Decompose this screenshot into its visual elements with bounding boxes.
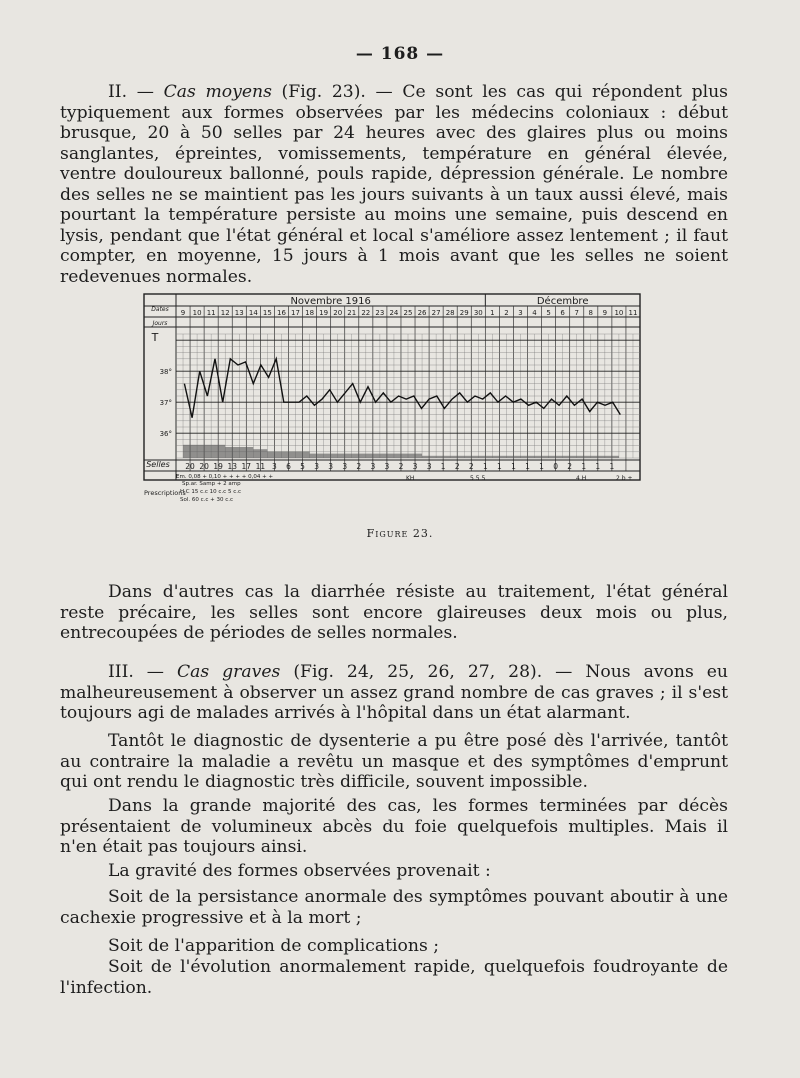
- day-label: 19: [319, 309, 329, 317]
- paragraph-cas-graves: [60, 662, 728, 724]
- stool-volume-bar: [450, 456, 464, 458]
- stool-volume-bar: [464, 456, 478, 458]
- row-label-dates: Dates: [151, 306, 169, 313]
- figure-caption: Figure 23.: [366, 527, 434, 540]
- day-label: 12: [220, 309, 230, 317]
- paragraph-complications: Soit de l'apparition de complications ;: [108, 936, 440, 956]
- stool-volume-bar: [380, 454, 394, 458]
- day-label: 20: [333, 309, 343, 317]
- stool-volume-bar: [239, 447, 253, 458]
- row-label-prescriptions: Prescriptions: [144, 489, 186, 497]
- row-label-selles: Selles: [146, 460, 170, 469]
- stool-volume-bar: [394, 454, 408, 458]
- stool-count: 3: [272, 462, 277, 471]
- day-label: 14: [248, 309, 258, 317]
- day-label: 16: [276, 309, 286, 317]
- day-label: 18: [305, 309, 315, 317]
- paragraph-majorite: Dans la grande majorité des cas, les formes terminées par décès présentaient de volumineux abcès du foie quelquefois multiples. Mais il n'en était pas toujours ainsi.: [60, 796, 728, 857]
- section-title: Cas graves: [176, 662, 281, 682]
- day-label: 24: [389, 309, 399, 317]
- day-label: 13: [234, 309, 244, 317]
- day-label: 1: [490, 309, 495, 317]
- stool-count: 2: [356, 462, 362, 471]
- stool-volume-bar: [436, 456, 450, 458]
- stool-count: 2: [468, 462, 474, 471]
- stool-count: 3: [426, 462, 432, 471]
- day-label: 17: [291, 309, 300, 317]
- stool-count: 1: [497, 462, 502, 471]
- stool-count: 5: [300, 462, 305, 471]
- stool-count: 1: [595, 462, 601, 471]
- prescription-kh: KH: [406, 475, 415, 482]
- day-label: 8: [588, 309, 594, 317]
- day-label: 5: [546, 309, 551, 317]
- stool-count: 20: [199, 462, 209, 471]
- month-label-november: Novembre 1916: [290, 296, 371, 307]
- chart-svg: [140, 290, 650, 520]
- stool-volume-bar: [549, 456, 563, 458]
- stool-count: 1: [609, 462, 615, 471]
- day-label: 22: [361, 309, 371, 317]
- stool-count: 3: [370, 462, 376, 471]
- day-label: 7: [574, 309, 579, 317]
- section-number: III. —: [108, 662, 177, 682]
- day-label: 29: [459, 309, 469, 317]
- stool-count: 3: [384, 462, 390, 471]
- stool-volume-bar: [563, 456, 577, 458]
- section-title: Cas moyens: [163, 82, 272, 102]
- prescription-line-3: H.C 15 c.c 10 c.c 5 c.c: [180, 489, 242, 495]
- stool-volume-bar: [211, 445, 225, 458]
- paragraph-text: (Fig. 23). — Ce sont les cas qui répondent plus typiquement aux formes observées par les médecins coloniaux : début brusque, 20 à 50 selles par 24 heures avec des glaires plus ou moins sanglantes, épreintes, vomissements, température en général élevée, ventre douloureux ballonné, pouls rapide, dépression générale. Le nombre des selles ne se maintient pas les jours suivants à un taux aussi élevé, mais pourtant la température persiste au moins une semaine, puis descend en lysis, pendant que l'état général et local s'améliore assez lentement ; il faut compter, en moyenne, 15 jours à 1 mois avant que les selles ne soient redevenues normales.: [60, 82, 728, 287]
- day-label: 9: [180, 309, 186, 317]
- prescription-counts: 5 5 5: [470, 475, 486, 482]
- temperature-chart: [140, 290, 650, 520]
- day-label: 27: [431, 309, 441, 317]
- stool-volume-bar: [520, 456, 534, 458]
- y-tick-label: 36°: [159, 430, 172, 439]
- stool-count: 2: [567, 462, 573, 471]
- stool-count: 2: [454, 462, 460, 471]
- stool-volume-bar: [281, 451, 295, 458]
- stool-volume-bar: [197, 445, 211, 458]
- stool-count: 3: [412, 462, 418, 471]
- row-label-jours: Jours: [152, 320, 168, 327]
- stool-volume-bar: [338, 454, 352, 458]
- day-label: 26: [417, 309, 427, 317]
- stool-volume-bar: [408, 454, 422, 458]
- y-tick-label: 38°: [159, 368, 172, 377]
- stool-count: 3: [342, 462, 348, 471]
- day-label: 30: [473, 309, 483, 317]
- prescription-line-1: Em. 0,08 + 0,10 + + + + 0,04 + +: [176, 474, 274, 480]
- day-label: 23: [375, 309, 385, 317]
- day-label: 28: [445, 309, 455, 317]
- day-label: 6: [560, 309, 565, 317]
- stool-count: 1: [511, 462, 516, 471]
- paragraph-diarrhee: Dans d'autres cas la diarrhée résiste au traitement, l'état général reste précaire, les selles sont encore glaireuses deux mois ou plus, entrecoupées de périodes de selles normales.: [60, 582, 728, 643]
- day-label: 9: [602, 309, 608, 317]
- paragraph-gravite: La gravité des formes observées provenait :: [108, 861, 491, 881]
- paragraph-text: (Fig. 24, 25, 26, 27, 28). — Nous avons eu malheureusement à observer un assez grand nombre de cas graves ; il s'est toujours agi de malades arrivés à l'hôpital dans un état alarmant.: [60, 662, 728, 723]
- stool-count: 20: [185, 462, 195, 471]
- paragraph-evolution: Soit de l'évolution anormalement rapide, quelquefois foudroyante de l'infection.: [60, 957, 728, 998]
- stool-count: 1: [440, 462, 446, 471]
- stool-count: 1: [539, 462, 544, 471]
- stool-volume-bar: [296, 451, 310, 458]
- stool-count: 11: [255, 462, 266, 471]
- stool-volume-bar: [422, 456, 436, 458]
- stool-volume-bar: [253, 449, 267, 458]
- stool-count: 1: [581, 462, 587, 471]
- stool-volume-bar: [478, 456, 492, 458]
- prescription-2b: 2 b +: [616, 475, 633, 482]
- stool-volume-bar: [366, 454, 380, 458]
- day-label: 11: [628, 309, 638, 317]
- stool-count: 6: [286, 462, 291, 471]
- day-label: 11: [206, 309, 216, 317]
- stool-volume-bar: [267, 451, 281, 458]
- day-label: 3: [518, 309, 523, 317]
- day-label: 21: [347, 309, 357, 317]
- page-number: — 168 —: [355, 44, 445, 64]
- prescription-line-4: Sol. 60 c.c + 30 c.c: [180, 497, 234, 503]
- prescription-line-2: Sp.ar. Samp + 2 amp: [182, 481, 241, 487]
- stool-count: 19: [213, 462, 223, 471]
- day-label: 4: [532, 309, 537, 317]
- stool-count: 1: [482, 462, 488, 471]
- stool-count: 3: [314, 462, 319, 471]
- stool-volume-bar: [324, 454, 338, 458]
- stool-volume-bar: [591, 456, 605, 458]
- stool-count: 17: [241, 462, 252, 471]
- day-label: 10: [614, 309, 624, 317]
- stool-volume-bar: [577, 456, 591, 458]
- stool-volume-bar: [492, 456, 506, 458]
- paragraph-persistance: Soit de la persistance anormale des symptômes pouvant aboutir à une cachexie progressive et à la mort ;: [60, 887, 728, 928]
- section-number: II. —: [108, 82, 164, 102]
- day-label: 25: [403, 309, 413, 317]
- stool-volume-bar: [535, 456, 549, 458]
- row-label-temperature: T: [151, 331, 159, 344]
- temperature-line: [184, 359, 620, 418]
- day-label: 2: [504, 309, 509, 317]
- paragraph-cas-moyens: [60, 82, 728, 287]
- month-label-december: Décembre: [536, 296, 589, 307]
- paragraph-diagnostic: Tantôt le diagnostic de dysenterie a pu être posé dès l'arrivée, tantôt au contraire la maladie a revêtu un masque et des symptômes d'emprunt qui ont rendu le diagnostic très difficile, souvent impossible.: [60, 731, 728, 792]
- stool-volume-bar: [183, 445, 197, 458]
- day-label: 15: [262, 309, 272, 317]
- stool-count: 13: [227, 462, 238, 471]
- day-label: 10: [192, 309, 202, 317]
- stool-count: 0: [553, 462, 559, 471]
- stool-volume-bar: [605, 456, 619, 458]
- stool-count: 1: [525, 462, 530, 471]
- stool-count: 3: [328, 462, 334, 471]
- stool-volume-bar: [310, 454, 324, 458]
- y-tick-label: 37°: [159, 399, 172, 408]
- stool-volume-bar: [506, 456, 520, 458]
- prescription-4h: 4 H: [576, 475, 587, 482]
- stool-volume-bar: [225, 447, 239, 458]
- stool-volume-bar: [352, 454, 366, 458]
- stool-count: 2: [398, 462, 404, 471]
